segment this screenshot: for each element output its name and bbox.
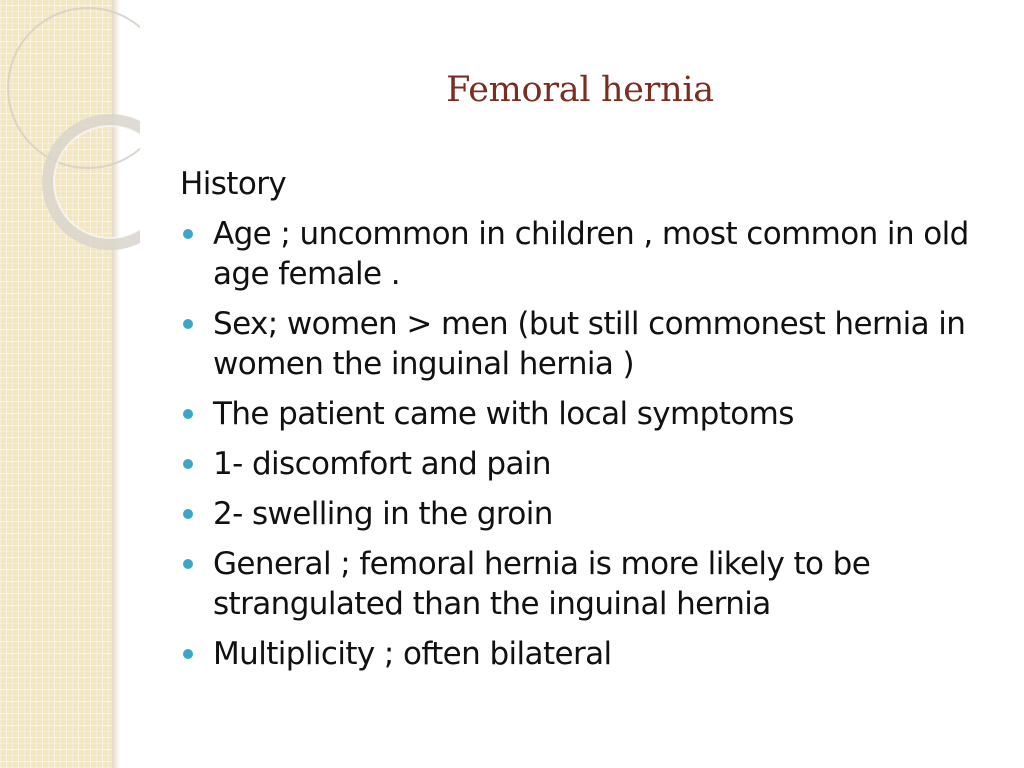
bullet-dot-icon bbox=[183, 459, 193, 469]
bullet-item bbox=[180, 494, 990, 534]
bullet-dot-icon bbox=[183, 229, 193, 239]
bullet-item bbox=[180, 304, 990, 384]
bullet-dot-icon bbox=[183, 509, 193, 519]
decorative-ring-large bbox=[8, 8, 140, 168]
decorative-ring-small bbox=[48, 120, 140, 244]
bullet-text: Sex; women > men (but still commonest hernia in women the inguinal hernia ) bbox=[213, 306, 966, 382]
bullet-item bbox=[180, 444, 990, 484]
bullet-dot-icon bbox=[183, 649, 193, 659]
slide-title: Femoral hernia bbox=[446, 70, 714, 110]
bullet-text: 2- swelling in the groin bbox=[213, 496, 553, 532]
bullet-dot-icon bbox=[183, 559, 193, 569]
bullet-text: Age ; uncommon in children , most common in old age female . bbox=[213, 216, 969, 292]
bullet-item bbox=[180, 394, 990, 434]
bullet-dot-icon bbox=[183, 319, 193, 329]
bullet-text: The patient came with local symptoms bbox=[213, 396, 794, 432]
section-heading: History bbox=[180, 166, 287, 202]
bullet-item bbox=[180, 544, 990, 624]
decorative-rings bbox=[0, 0, 140, 260]
slide-body bbox=[180, 164, 990, 684]
bullet-list bbox=[180, 214, 990, 674]
bullet-item bbox=[180, 634, 990, 674]
bullet-text: General ; femoral hernia is more likely to be strangulated than the inguinal hernia bbox=[213, 546, 871, 622]
bullet-text: Multiplicity ; often bilateral bbox=[213, 636, 612, 672]
bullet-dot-icon bbox=[183, 409, 193, 419]
bullet-text: 1- discomfort and pain bbox=[213, 446, 551, 482]
bullet-item bbox=[180, 214, 990, 294]
